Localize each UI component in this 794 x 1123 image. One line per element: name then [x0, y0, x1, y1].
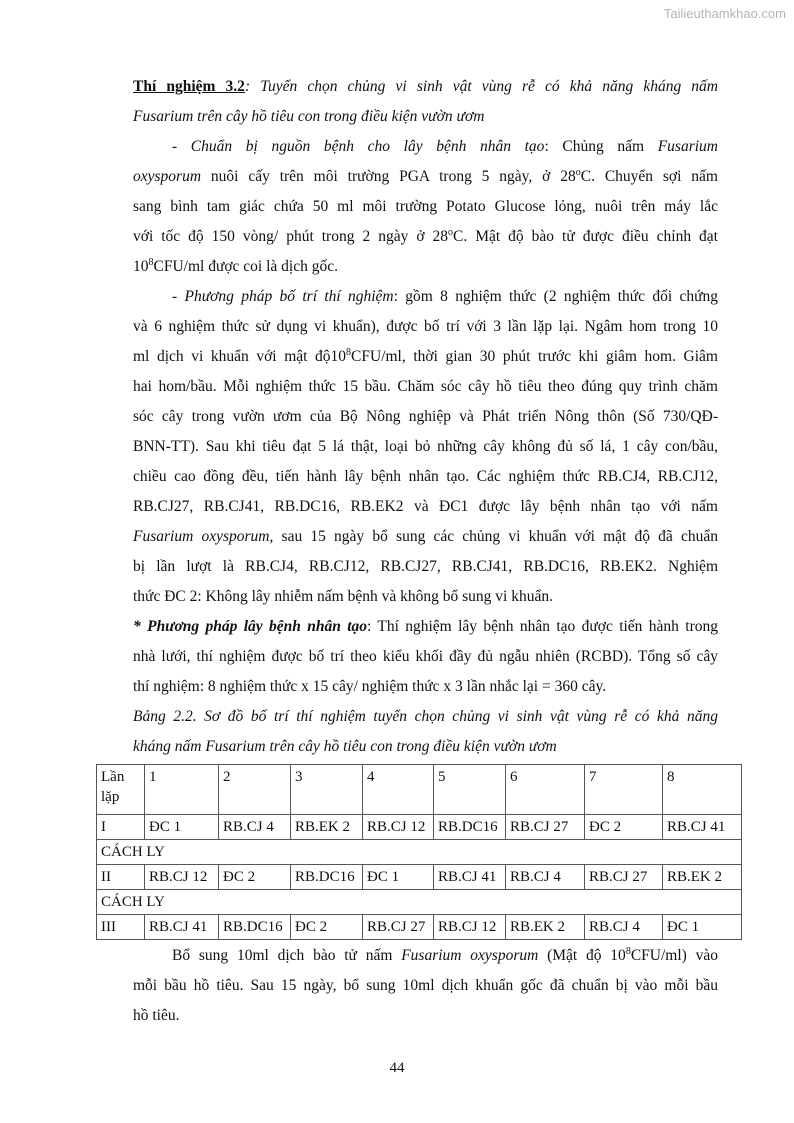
separator-cell: CÁCH LY [97, 840, 742, 865]
header-cell: 3 [291, 765, 363, 815]
method-line-3 [133, 347, 718, 367]
row-label: II [97, 865, 145, 890]
separator-row [97, 890, 742, 915]
text: : Chủng nấm [544, 138, 658, 155]
after-line-2: mỗi bầu hồ tiêu. Sau 15 ngày, bổ sung 10ml dịch khuẩn gốc đã chuẩn bị vào mỗi bầu [133, 977, 718, 994]
text: 10 [133, 258, 149, 275]
species-name: Fusarium [657, 138, 718, 155]
method-line-4: hai hom/bầu. Mỗi nghiệm thức 15 bầu. Chăm sóc cây hồ tiêu theo đúng quy trình chăm [133, 378, 718, 395]
text: CFU/ml được coi là dịch gốc. [153, 258, 338, 275]
table-cell: RB.CJ 27 [506, 815, 585, 840]
method-line-5: sóc cây trong vườn ươm của Bộ Nông nghiệp và Phát triển Nông thôn (Số 730/QĐ- [133, 408, 718, 425]
after-line-1 [172, 946, 718, 966]
table-cell: ĐC 2 [291, 915, 363, 940]
prep-lead: - Chuẩn bị nguồn bệnh cho lây bệnh nhân tạo [172, 138, 545, 155]
separator-cell: CÁCH LY [97, 890, 742, 915]
row-label: I [97, 815, 145, 840]
text: C. Mật độ bào tử được điều chỉnh đạt [453, 228, 718, 245]
table-row [97, 915, 742, 940]
table-cell: RB.EK 2 [663, 865, 742, 890]
prep-line-5 [133, 257, 338, 277]
method-line-11: thức ĐC 2: Không lây nhiễm nấm bệnh và không bổ sung vi khuẩn. [133, 588, 553, 605]
text: : gồm 8 nghiệm thức (2 nghiệm thức đối chứng [393, 288, 718, 305]
superscript: 8 [148, 257, 154, 268]
prep-line-4 [133, 227, 718, 247]
experiment-heading-line-1 [133, 77, 718, 97]
method-line-10: bị lần lượt là RB.CJ4, RB.CJ12, RB.CJ27, RB.CJ41, RB.DC16, RB.EK2. Nghiệm [133, 558, 718, 575]
table-cell: ĐC 1 [363, 865, 434, 890]
species-name: Fusarium oxysporum [401, 947, 539, 964]
text: Bổ sung 10ml dịch bào tử nấm [172, 947, 402, 964]
infect-line-3: thí nghiệm: 8 nghiệm thức x 15 cây/ nghiệm thức x 3 lần nhắc lại = 360 cây. [133, 678, 607, 695]
table-cell: RB.CJ 12 [363, 815, 434, 840]
table-caption-line-1 [133, 707, 718, 727]
watermark: Tailieuthamkhao.com [663, 6, 786, 21]
infect-lead: * Phương pháp lây bệnh nhân tạo [133, 618, 367, 635]
header-cell: Lần lặp [97, 765, 145, 815]
table-cell: ĐC 1 [145, 815, 219, 840]
infect-line-1 [133, 617, 718, 637]
header-cell: 5 [434, 765, 506, 815]
experiment-label: Thí nghiệm 3.2 [133, 78, 245, 95]
table-row [97, 815, 742, 840]
table-cell: RB.CJ 4 [219, 815, 291, 840]
header-cell: 4 [363, 765, 434, 815]
text: , sau 15 ngày bổ sung các chủng vi khuẩn với mật độ đã chuẩn [269, 528, 718, 545]
caption-text: Bảng 2.2. Sơ đồ bố trí thí nghiệm tuyển chọn chủng vi sinh vật vùng rễ có khả năng [133, 708, 718, 725]
infect-line-2: nhà lưới, thí nghiệm được bố trí theo kiểu khối đầy đủ ngẫu nhiên (RCBD). Tổng số cây [133, 648, 718, 665]
experiment-title-part: : Tuyển chọn chủng vi sinh vật vùng rễ có khả năng kháng nấm [244, 78, 719, 95]
method-line-7: chiều cao đồng đều, tiến hành lây bệnh nhân tạo. Các nghiệm thức RB.CJ4, RB.CJ12, [133, 468, 718, 485]
text: CFU/ml) vào [630, 947, 718, 964]
text: với tốc độ 150 vòng/ phút trong 2 ngày ở 28 [133, 228, 449, 245]
method-line-2: và 6 nghiệm thức sử dụng vi khuẩn), được bố trí với 3 lần lặp lại. Ngâm hom trong 10 [133, 318, 718, 335]
text: nuôi cấy trên môi trường PGA trong 5 ngày, ở 28 [201, 168, 576, 185]
table-cell: RB.EK 2 [506, 915, 585, 940]
table-cell: RB.CJ 27 [363, 915, 434, 940]
superscript: o [448, 227, 454, 238]
table-cell: RB.DC16 [219, 915, 291, 940]
page-number: 44 [389, 1060, 405, 1076]
experiment-layout-table [96, 764, 742, 940]
table-caption-line-2 [133, 737, 557, 757]
superscript: 8 [625, 946, 631, 957]
table-header-row [97, 765, 742, 815]
table-cell: RB.CJ 12 [145, 865, 219, 890]
header-cell: 6 [506, 765, 585, 815]
separator-row [97, 840, 742, 865]
table-cell: RB.EK 2 [291, 815, 363, 840]
after-line-3: hồ tiêu. [133, 1007, 180, 1024]
table-cell: RB.CJ 41 [663, 815, 742, 840]
header-cell: 8 [663, 765, 742, 815]
experiment-title-part: Fusarium trên cây hồ tiêu con trong điều kiện vườn ươm [133, 108, 485, 125]
method-line-8: RB.CJ27, RB.CJ41, RB.DC16, RB.EK2 và ĐC1 được lây bệnh nhân tạo với nấm [133, 498, 718, 515]
table-cell: RB.DC16 [434, 815, 506, 840]
caption-text: kháng nấm Fusarium trên cây hồ tiêu con trong điều kiện vườn ươm [133, 738, 557, 755]
table-cell: RB.CJ 4 [506, 865, 585, 890]
header-cell: 2 [219, 765, 291, 815]
superscript: 8 [346, 347, 352, 358]
text: : Thí nghiệm lây bệnh nhân tạo được tiến hành trong [367, 618, 718, 635]
species-name: Fusarium oxysporum [133, 528, 270, 545]
header-cell: 7 [585, 765, 663, 815]
table-cell: RB.CJ 41 [145, 915, 219, 940]
table-cell: RB.CJ 41 [434, 865, 506, 890]
table-cell: ĐC 1 [663, 915, 742, 940]
header-cell: 1 [145, 765, 219, 815]
text: C. Chuyển sợi nấm [580, 168, 718, 185]
superscript: o [575, 167, 581, 178]
table-cell: RB.CJ 4 [585, 915, 663, 940]
species-name: oxysporum [133, 168, 202, 185]
text: CFU/ml, thời gian 30 phút trước khi giâm hom. Giâm [351, 348, 718, 365]
table-cell: RB.DC16 [291, 865, 363, 890]
table-row [97, 865, 742, 890]
text: (Mật độ 10 [538, 947, 626, 964]
table-cell: ĐC 2 [585, 815, 663, 840]
table-cell: RB.CJ 12 [434, 915, 506, 940]
prep-line-2 [133, 167, 718, 187]
table-cell: ĐC 2 [219, 865, 291, 890]
method-line-1 [172, 287, 718, 307]
method-lead: - Phương pháp bố trí thí nghiệm [172, 288, 394, 305]
table-cell: RB.CJ 27 [585, 865, 663, 890]
prep-line-1 [172, 137, 718, 157]
prep-line-3: sang bình tam giác chứa 50 ml môi trường Potato Glucose lỏng, nuôi trên máy lắc [133, 198, 718, 215]
row-label: III [97, 915, 145, 940]
text: ml dịch vi khuẩn với mật độ10 [133, 348, 347, 365]
method-line-6: BNN-TT). Sau khi tiêu đạt 5 lá thật, loại bỏ những cây không đủ số lá, 1 cây con/bầu, [133, 438, 718, 455]
experiment-heading-line-2 [133, 107, 484, 127]
method-line-9 [133, 527, 718, 547]
